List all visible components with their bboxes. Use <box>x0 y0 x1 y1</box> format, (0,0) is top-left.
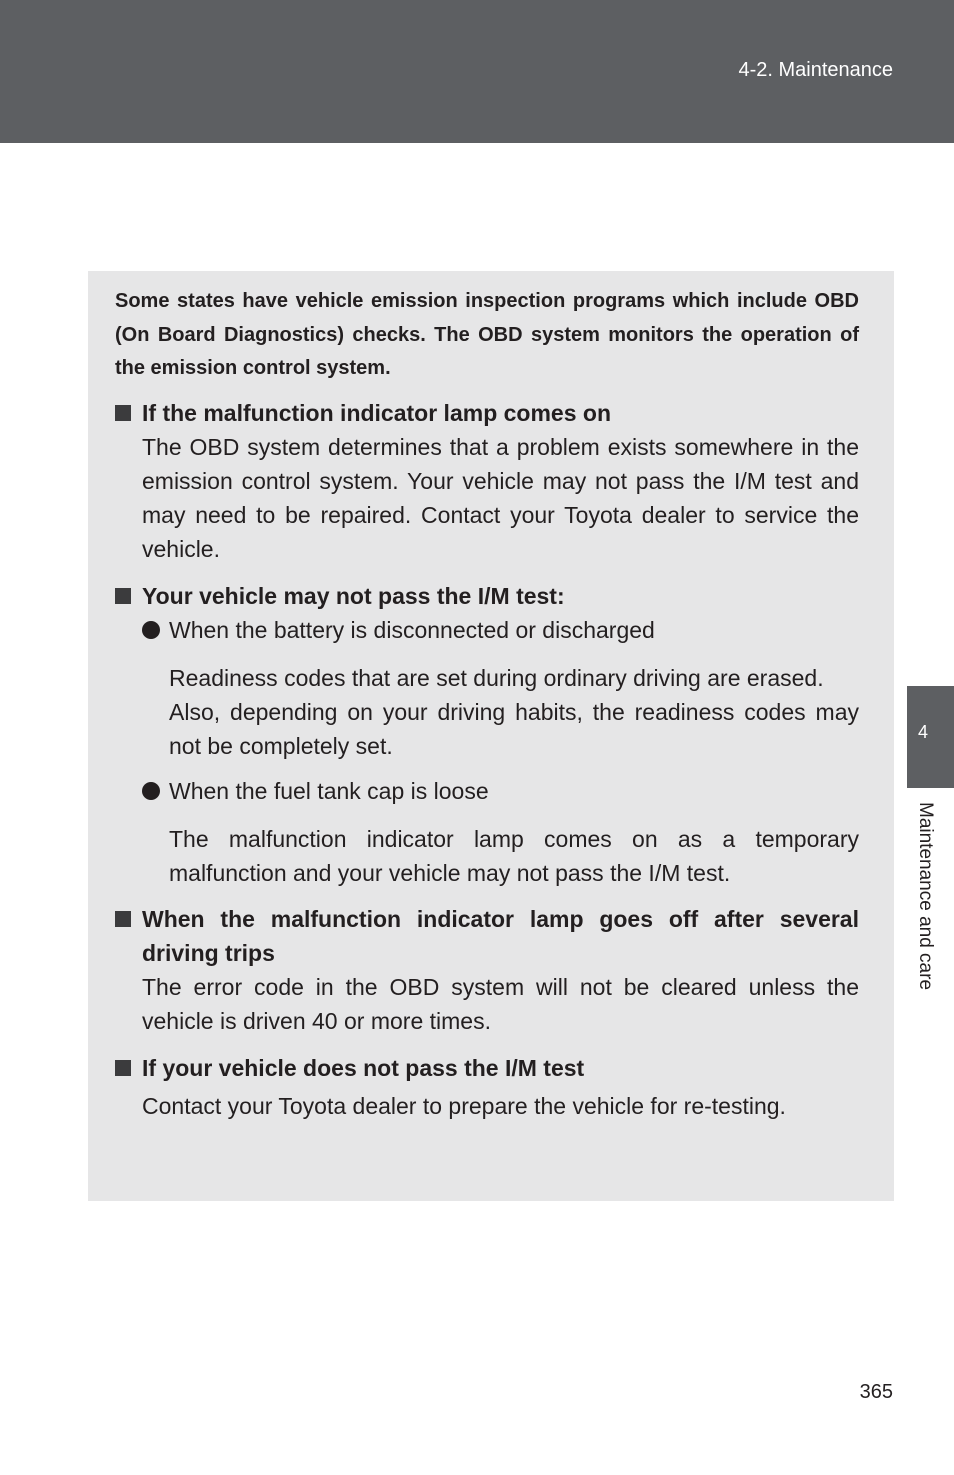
page-number: 365 <box>859 1381 893 1403</box>
chapter-number: 4 <box>917 722 928 742</box>
list-item <box>115 774 859 808</box>
round-bullet-icon <box>142 782 160 800</box>
list-item <box>115 613 859 647</box>
section-body: Contact your Toyota dealer to prepare the vehicle for re-testing. <box>142 1092 786 1119</box>
list-item-detail: Readiness codes that are set during ordinary driving are erased. <box>169 664 824 691</box>
section-heading-text: When the malfunction indicator lamp goes off after several driving trips <box>142 905 859 966</box>
chapter-label: Maintenance and care <box>915 802 936 991</box>
square-bullet-icon <box>115 911 131 927</box>
section-title: 4-2. Maintenance <box>738 59 893 81</box>
chapter-tab <box>907 686 954 788</box>
square-bullet-icon <box>115 405 131 421</box>
list-item-detail: The malfunction indicator lamp comes on as a temporary malfunction and your vehicle may not pass the I/M test. <box>169 825 859 886</box>
info-box <box>88 271 894 1201</box>
section-body: The OBD system determines that a problem exists somewhere in the emission control system. Your vehicle may not pass the I/M test and may need to be repaired. Contact your Toyota dealer to service the vehicle. <box>142 433 859 562</box>
page-header <box>0 0 954 143</box>
list-item-detail: Also, depending on your driving habits, the readiness codes may not be completely set. <box>169 698 859 759</box>
square-bullet-icon <box>115 1060 131 1076</box>
section-body: The error code in the OBD system will not be cleared unless the vehicle is driven 40 or more times. <box>142 973 859 1034</box>
section-heading <box>115 1051 859 1085</box>
section-heading <box>115 902 859 970</box>
list-item-label: When the fuel tank cap is loose <box>169 777 489 804</box>
section-heading <box>115 396 859 430</box>
section-heading-text: Your vehicle may not pass the I/M test: <box>142 582 565 609</box>
intro-text: Some states have vehicle emission inspection programs which include OBD (On Board Diagnostics) checks. The OBD system monitors the operation of the emission control system. <box>115 290 859 379</box>
section-heading-text: If the malfunction indicator lamp comes on <box>142 399 611 426</box>
section-heading-text: If your vehicle does not pass the I/M test <box>142 1054 585 1081</box>
section-heading <box>115 579 859 613</box>
square-bullet-icon <box>115 588 131 604</box>
list-item-label: When the battery is disconnected or discharged <box>169 616 655 643</box>
round-bullet-icon <box>142 621 160 639</box>
